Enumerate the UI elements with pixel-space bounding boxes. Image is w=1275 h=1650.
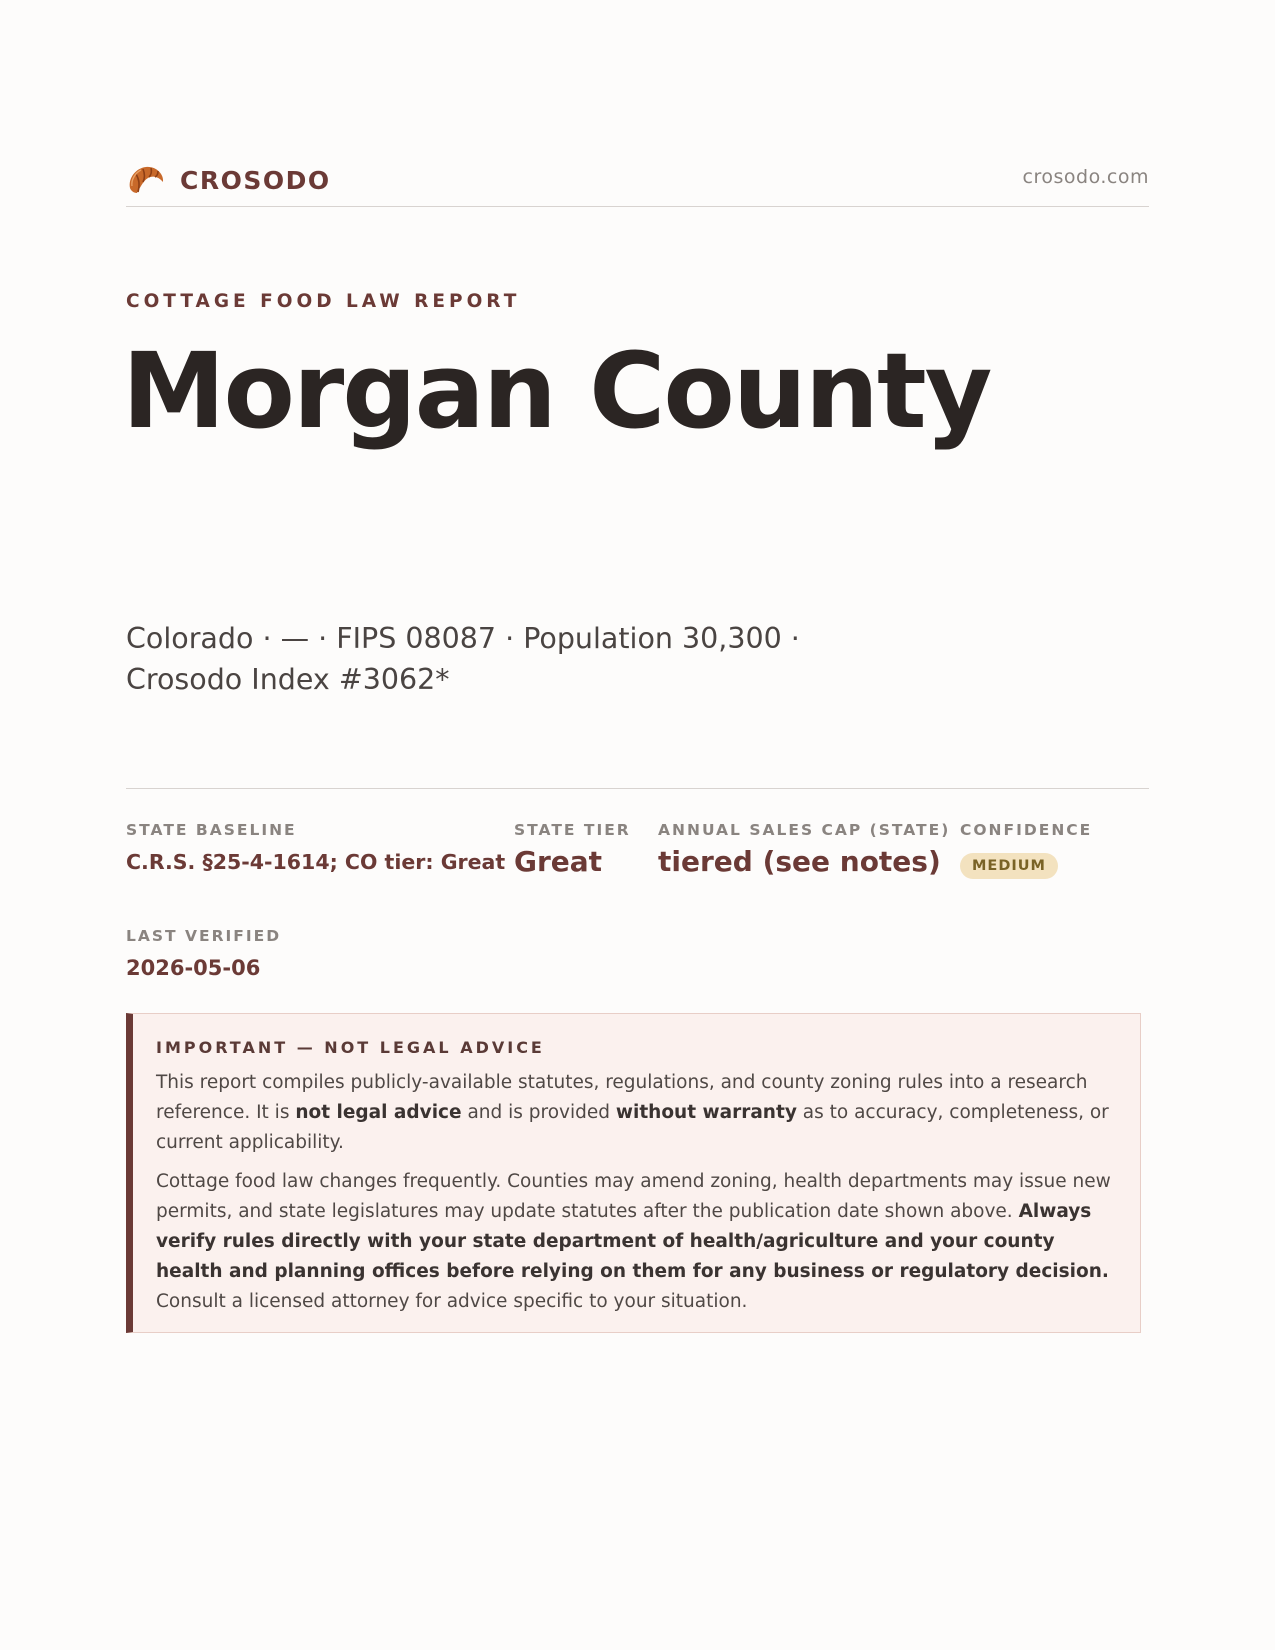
report-page <box>122 0 1149 1650</box>
notice-text: Consult a licensed attorney for advice specific to your situation. <box>156 1291 748 1312</box>
field-label: STATE TIER <box>514 821 631 839</box>
field-last-verified <box>126 927 281 980</box>
field-state-tier <box>514 821 631 878</box>
report-subtitle: Colorado · — · FIPS 08087 · Population 30,300 · Crosodo Index #3062* <box>126 622 800 696</box>
field-label: STATE BASELINE <box>126 821 297 839</box>
field-sales-cap <box>658 821 950 878</box>
notice-text: and is provided <box>461 1102 616 1123</box>
field-value: Great <box>514 845 603 878</box>
notice-text: as to accuracy, completeness, or current applicability. <box>156 1102 1109 1153</box>
field-confidence <box>960 821 1092 879</box>
brand[interactable] <box>126 162 331 198</box>
brand-name: CROSODO <box>180 165 331 195</box>
legal-notice <box>126 1013 1141 1333</box>
notice-text: This report compiles publicly-available statutes, regulations, and county zoning rules into a research reference. It is <box>156 1072 1088 1123</box>
notice-title: IMPORTANT — NOT LEGAL ADVICE <box>156 1038 545 1057</box>
croissant-icon <box>126 162 166 198</box>
field-value: C.R.S. §25-4-1614; CO tier: Great <box>126 850 506 874</box>
notice-emphasis: Always verify rules directly with your state department of health/agriculture and your county health and planning offices before relying on them for any business or regulatory decision. <box>156 1201 1109 1282</box>
notice-paragraph <box>156 1167 1121 1317</box>
page-header <box>126 156 1149 207</box>
field-value: 2026-05-06 <box>126 956 261 980</box>
notice-emphasis: not legal advice <box>295 1102 462 1123</box>
field-value: tiered (see notes) <box>658 845 941 878</box>
notice-paragraph <box>156 1068 1121 1158</box>
field-label: CONFIDENCE <box>960 821 1093 839</box>
page-title: Morgan County <box>122 330 991 452</box>
status-badge: MEDIUM <box>960 853 1058 879</box>
field-label: ANNUAL SALES CAP (STATE) <box>658 821 951 839</box>
site-url[interactable]: crosodo.com <box>1022 166 1149 188</box>
field-label: LAST VERIFIED <box>126 927 282 945</box>
notice-text: Cottage food law changes frequently. Counties may amend zoning, health departments may issue new permits, and state legislatures may update statutes after the publication date shown above. <box>156 1171 1111 1222</box>
section-divider <box>126 788 1149 789</box>
report-kicker: COTTAGE FOOD LAW REPORT <box>126 291 521 312</box>
field-state-baseline <box>126 821 505 874</box>
notice-emphasis: without warranty <box>615 1102 797 1123</box>
